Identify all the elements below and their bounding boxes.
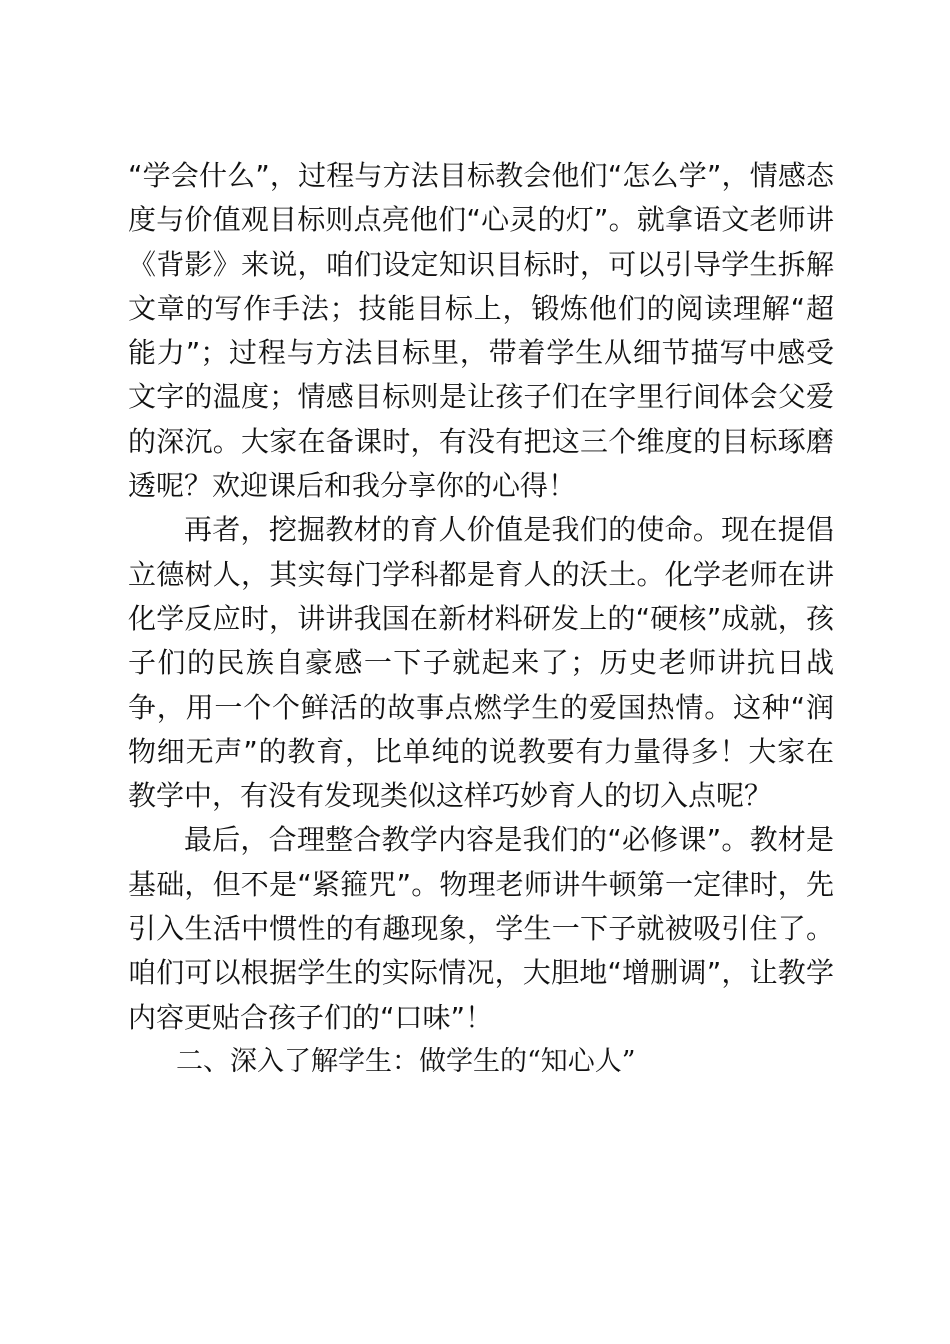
section-heading: 二、深入了解学生：做学生的“知心人” <box>176 1045 636 1077</box>
paragraph-1: “学会什么”，过程与方法目标教会他们“怎么学”，情感态度与价值观目标则点亮他们“心灵的灯”。就拿语文老师讲《背影》来说，咱们设定知识目标时，可以引导学生拆解文章的写作手法；技能目标上，锻炼他们的阅读理解“超能力”；过程与方法目标里，带着学生从细节描写中感受文字的温度；情感目标则是让孩子们在字里行间体会父爱的深沉。大家在备课时，有没有把这三个维度的目标琢磨透呢？欢迎课后和我分享你的心得！ <box>128 159 834 503</box>
paragraph-2: 再者，挖掘教材的育人价值是我们的使命。现在提倡立德树人，其实每门学科都是育人的沃土。化学老师在讲化学反应时，讲讲我国在新材料研发上的“硬核”成就，孩子们的民族自豪感一下子就起来了；历史老师讲抗日战争，用一个个鲜活的故事点燃学生的爱国热情。这种“润物细无声”的教育，比单纯的说教要有力量得多！大家在教学中，有没有发现类似这样巧妙育人的切入点呢？ <box>128 513 834 813</box>
body-text <box>128 154 834 1084</box>
paragraph-3: 最后，合理整合教学内容是我们的“必修课”。教材是基础，但不是“紧箍咒”。物理老师讲牛顿第一定律时，先引入生活中惯性的有趣现象，学生一下子就被吸引住了。咱们可以根据学生的实际情况，大胆地“增删调”，让教学内容更贴合孩子们的“口味”！ <box>128 823 834 1034</box>
